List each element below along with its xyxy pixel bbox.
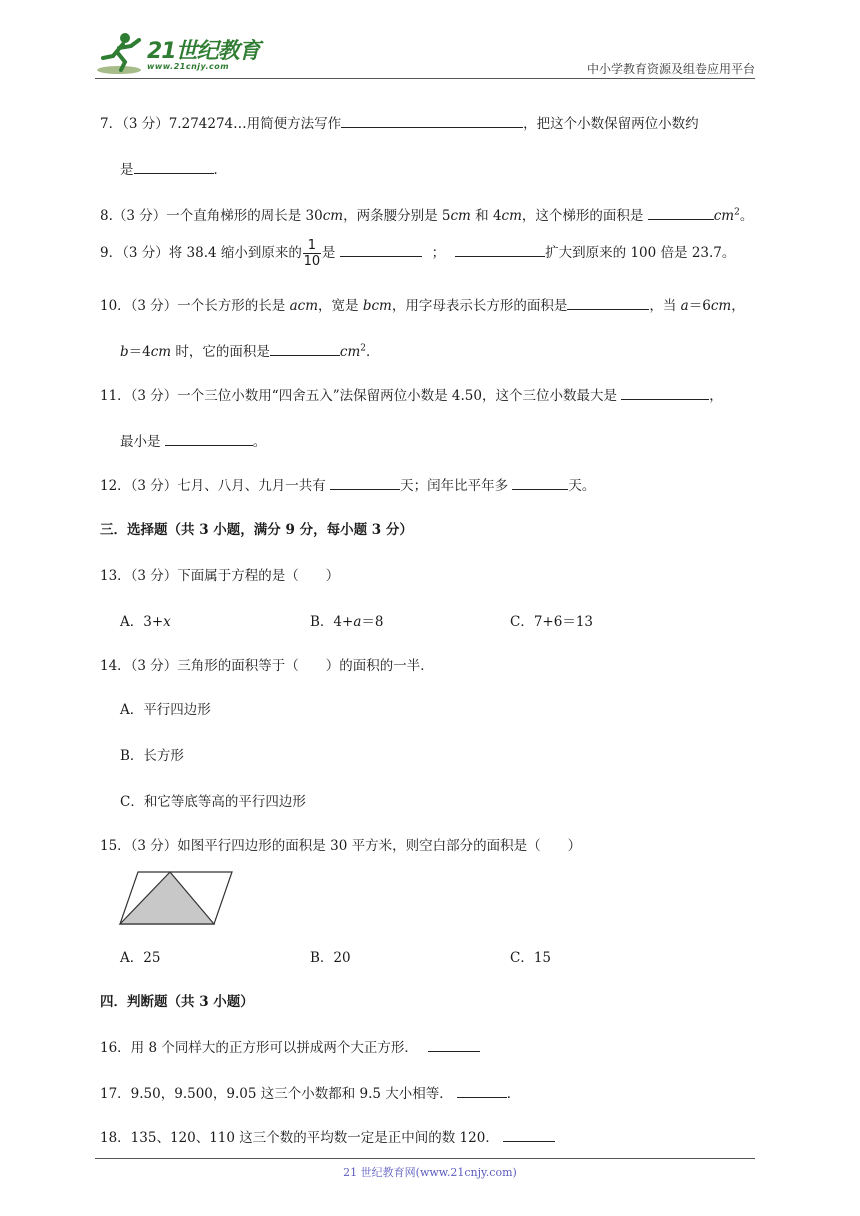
answer-blank[interactable]: [428, 1036, 480, 1052]
question-18: 18．135、120、110 这三个数的平均数一定是正中间的数 120．: [100, 1126, 555, 1146]
question-7-cont: 是 ．: [120, 158, 227, 178]
logo-text: 21世纪教育: [147, 39, 260, 64]
answer-blank[interactable]: [512, 474, 568, 490]
answer-blank[interactable]: [457, 1082, 507, 1098]
answer-blank[interactable]: [340, 241, 422, 257]
parallelogram-figure: [118, 870, 234, 926]
footer-link[interactable]: 21 世纪教育网(www.21cnjy.com): [343, 1166, 517, 1179]
question-17: 17．9.50，9.500，9.05 这三个小数都和 9.5 大小相等． ．: [100, 1082, 520, 1102]
question-12: 12．（3 分）七月、八月、九月一共有 天；闰年比平年多 天。: [100, 474, 595, 494]
section-4-title: 四．判断题（共 3 小题）: [100, 994, 254, 1010]
question-8: 8.（3 分）一个直角梯形的周长是 30cm，两条腰分别是 5cm 和 4cm，这个梯形的面积是 $cm^2$。: [100, 204, 753, 224]
answer-blank[interactable]: [648, 204, 714, 220]
answer-blank[interactable]: [165, 430, 253, 446]
header-divider: [95, 78, 755, 79]
option-c[interactable]: C．15: [510, 950, 552, 966]
footer-divider: [95, 1158, 755, 1159]
option-b[interactable]: B．长方形: [120, 748, 184, 764]
runner-logo-icon: [95, 30, 145, 76]
question-10-cont: b＝4cm 时，它的面积是 $cm^2$．: [120, 340, 380, 360]
option-b[interactable]: B．4+a＝8: [310, 614, 384, 630]
option-c[interactable]: C．7+6＝13: [510, 614, 593, 630]
question-9: 9．（3 分）将 38.4 缩小到原来的 $\frac{1}{10}$ 是 ； 扩大到原来的 100 倍是 23.7。: [100, 238, 736, 269]
section-3-title: 三．选择题（共 3 小题，满分 9 分，每小题 3 分）: [100, 522, 413, 538]
answer-blank[interactable]: [503, 1126, 555, 1142]
question-14: 14．（3 分）三角形的面积等于（ ）的面积的一半．: [100, 658, 434, 674]
answer-blank[interactable]: [621, 384, 709, 400]
logo: [95, 30, 265, 78]
question-7: 7．（3 分）7.274274…用简便方法写作 ，把这个小数保留两位小数约: [100, 112, 699, 132]
answer-blank[interactable]: [270, 340, 340, 356]
answer-blank[interactable]: [567, 294, 649, 310]
fraction: $\frac{1}{10}$: [303, 238, 321, 269]
header-slogan: 中小学教育资源及组卷应用平台: [586, 62, 755, 76]
answer-blank[interactable]: [134, 158, 214, 174]
question-15: 15．（3 分）如图平行四边形的面积是 30 平方米，则空白部分的面积是（ ）: [100, 838, 582, 854]
question-13: 13．（3 分）下面属于方程的是（ ）: [100, 568, 340, 584]
answer-blank[interactable]: [330, 474, 400, 490]
question-11-cont: 最小是 。: [120, 430, 266, 450]
option-a[interactable]: A．平行四边形: [120, 702, 211, 718]
page-header: [95, 30, 755, 78]
question-10: 10．（3 分）一个长方形的长是 acm，宽是 bcm，用字母表示长方形的面积是 ，当 a＝6cm，: [100, 294, 745, 314]
question-16: 16．用 8 个同样大的正方形可以拼成两个大正方形．: [100, 1036, 480, 1056]
answer-blank[interactable]: [455, 241, 545, 257]
option-a[interactable]: A．25: [120, 950, 161, 966]
answer-blank[interactable]: [341, 112, 523, 128]
logo-url: www.21cnjy.com: [147, 62, 230, 71]
option-a[interactable]: A．3+x: [120, 614, 171, 630]
question-11: 11．（3 分）一个三位小数用“四舍五入”法保留两位小数是 4.50，这个三位小数最大是 ，: [100, 384, 723, 404]
option-c[interactable]: C．和它等底等高的平行四边形: [120, 794, 306, 810]
option-b[interactable]: B．20: [310, 950, 351, 966]
